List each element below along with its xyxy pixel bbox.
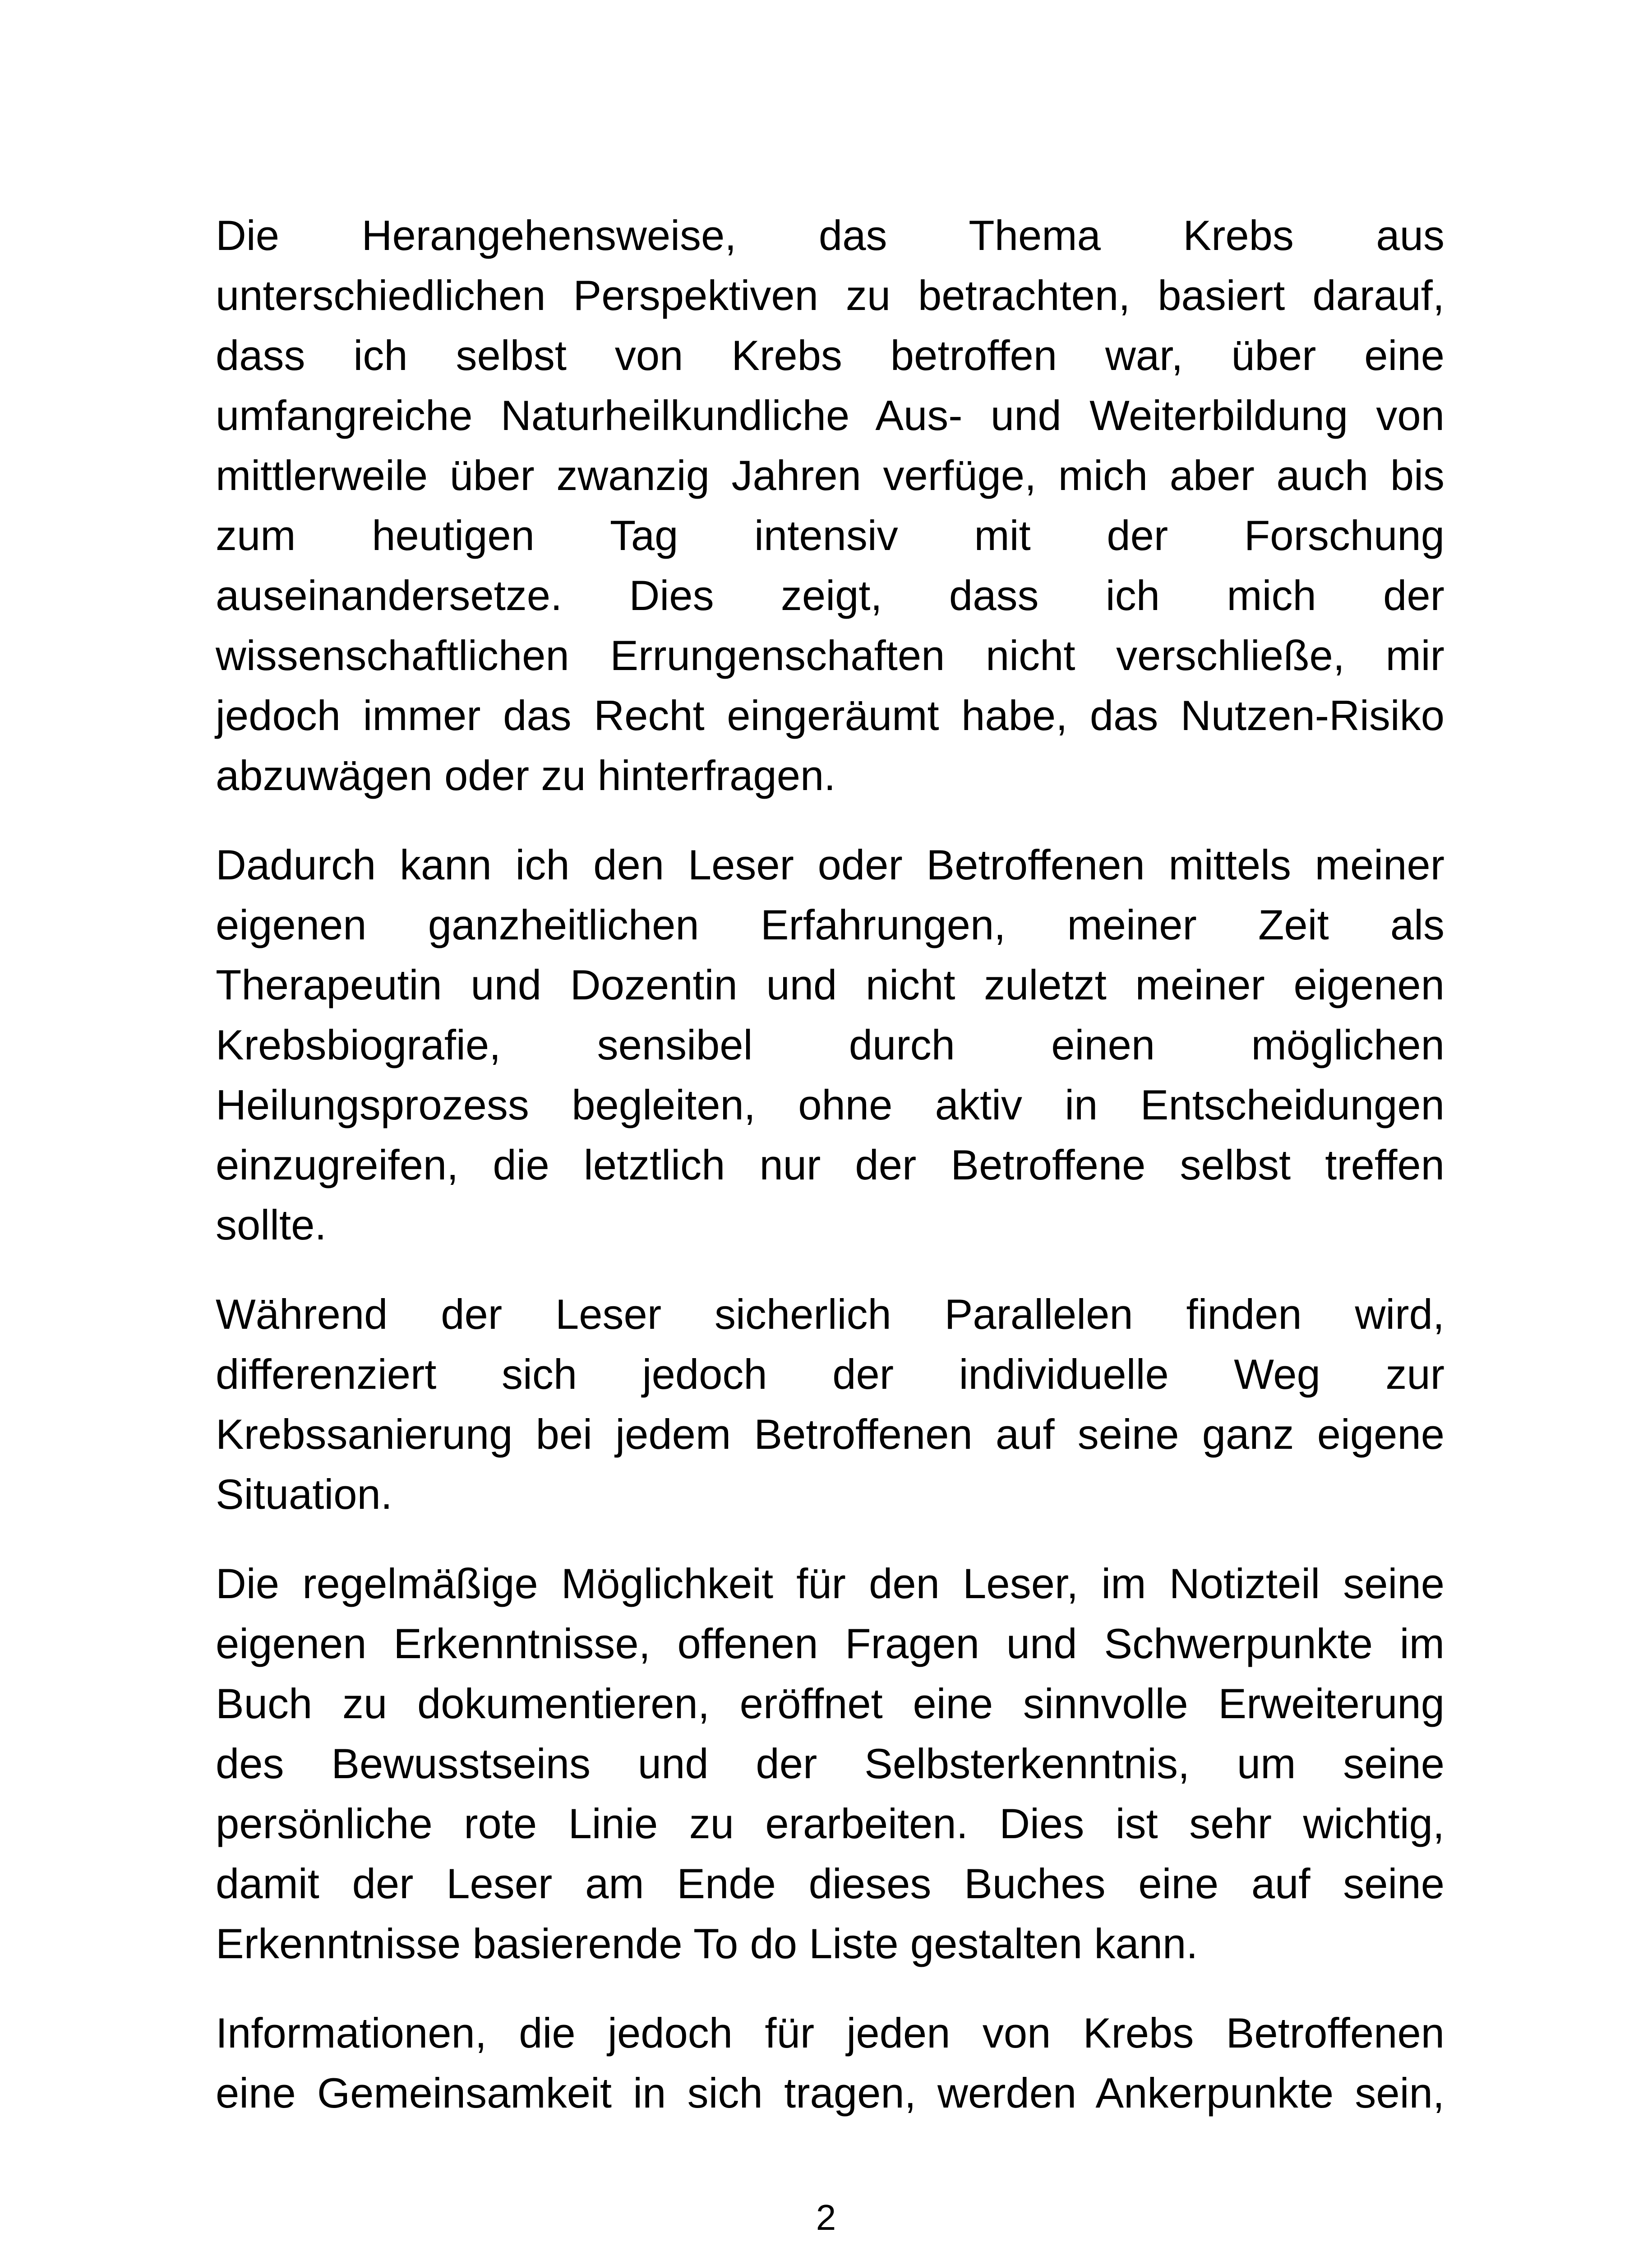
text-line: abzuwägen oder zu hinterfragen.	[216, 752, 836, 799]
text-line: Heilungsprozess begleiten, ohne aktiv in Entscheidungen	[216, 1081, 1444, 1128]
text-line: umfangreiche Naturheilkundliche Aus- und Weiterbildung von	[216, 392, 1444, 439]
text-line: unterschiedlichen Perspektiven zu betrachten, basiert darauf,	[216, 272, 1444, 319]
text-line: mittlerweile über zwanzig Jahren verfüge, mich aber auch bis	[216, 452, 1444, 499]
text-line: des Bewusstseins und der Selbsterkenntnis, um seine	[216, 1740, 1444, 1787]
text-line: auseinandersetze. Dies zeigt, dass ich mich der	[216, 572, 1444, 619]
text-line: Erkenntnisse basierende To do Liste gestalten kann.	[216, 1920, 1198, 1967]
text-line: Die Herangehensweise, das Thema Krebs aus	[216, 212, 1444, 259]
text-line: Informationen, die jedoch für jeden von Krebs Betroffenen	[216, 2009, 1444, 2057]
text-line: zum heutigen Tag intensiv mit der Forschung	[216, 512, 1444, 559]
paragraph-4	[216, 1553, 1444, 1974]
paragraph-3	[216, 1284, 1444, 1524]
text-line: Krebssanierung bei jedem Betroffenen auf seine ganz eigene	[216, 1410, 1444, 1458]
text-line: damit der Leser am Ende dieses Buches eine auf seine	[216, 1860, 1444, 1907]
text-line: Buch zu dokumentieren, eröffnet eine sinnvolle Erweiterung	[216, 1680, 1444, 1727]
text-line: einzugreifen, die letztlich nur der Betroffene selbst treffen	[216, 1141, 1444, 1188]
text-line: dass ich selbst von Krebs betroffen war, über eine	[216, 332, 1444, 379]
body-text	[216, 205, 1444, 2152]
text-line: Die regelmäßige Möglichkeit für den Leser, im Notizteil seine	[216, 1560, 1444, 1607]
text-line: eigenen ganzheitlichen Erfahrungen, meiner Zeit als	[216, 901, 1444, 948]
text-line: persönliche rote Linie zu erarbeiten. Dies ist sehr wichtig,	[216, 1800, 1444, 1847]
text-line: jedoch immer das Recht eingeräumt habe, das Nutzen-Risiko	[216, 692, 1444, 739]
text-line: Therapeutin und Dozentin und nicht zuletzt meiner eigenen	[216, 961, 1444, 1008]
text-line: Krebsbiografie, sensibel durch einen möglichen	[216, 1021, 1444, 1068]
text-line: eigenen Erkenntnisse, offenen Fragen und Schwerpunkte im	[216, 1620, 1444, 1667]
text-line: wissenschaftlichen Errungenschaften nicht verschließe, mir	[216, 632, 1444, 679]
paragraph-2	[216, 835, 1444, 1255]
text-line: Dadurch kann ich den Leser oder Betroffenen mittels meiner	[216, 841, 1444, 888]
paragraph-1	[216, 205, 1444, 805]
page-number: 2	[816, 2197, 836, 2238]
text-line: differenziert sich jedoch der individuelle Weg zur	[216, 1350, 1444, 1398]
text-line: sollte.	[216, 1201, 327, 1248]
text-line: Situation.	[216, 1470, 392, 1518]
paragraph-5	[216, 2003, 1444, 2123]
text-line: eine Gemeinsamkeit in sich tragen, werden Ankerpunkte sein,	[216, 2069, 1444, 2117]
text-line: Während der Leser sicherlich Parallelen finden wird,	[216, 1290, 1444, 1338]
